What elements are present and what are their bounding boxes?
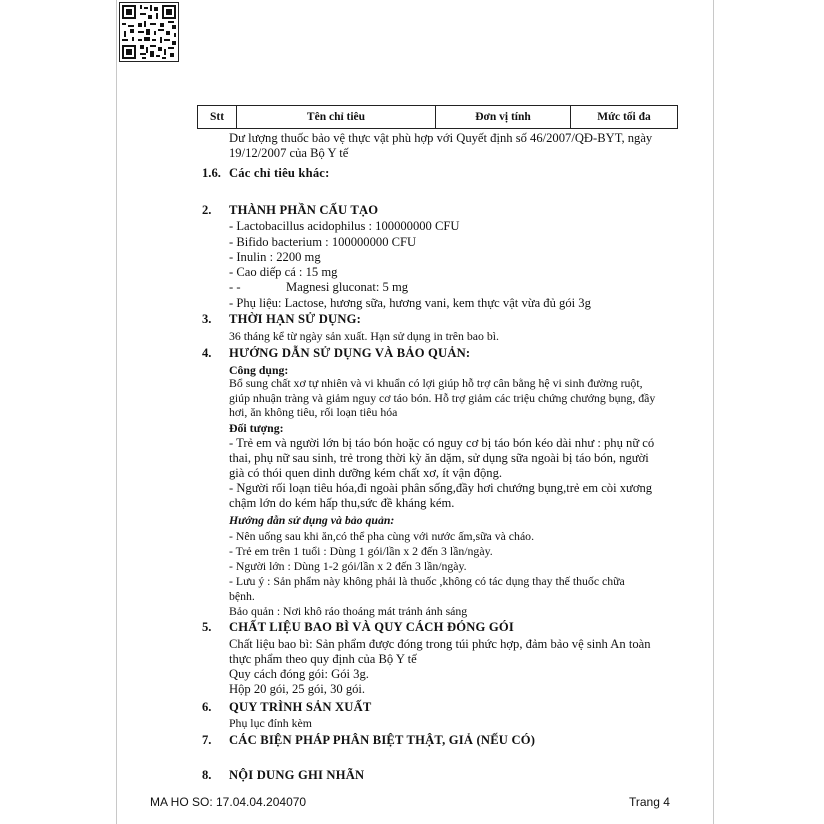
subsection-title: Hướng dẫn sử dụng và bảo quản: xyxy=(229,513,395,527)
col-header-name: Tên chỉ tiêu xyxy=(237,106,436,129)
target-line: - Trẻ em và người lớn bị táo bón hoặc có nguy cơ bị táo bón kéo dài như : phụ nữ có xyxy=(229,436,655,450)
qr-code xyxy=(119,2,179,62)
ingredient-item: Magnesi gluconat: 5 mg xyxy=(286,280,409,294)
section-title: NỘI DUNG GHI NHÃN xyxy=(229,768,365,782)
shelf-life-text: 36 tháng kể từ ngày sản xuất. Hạn sử dụng in trên bao bì. xyxy=(229,329,499,343)
packaging-line: Hộp 20 gói, 25 gói, 30 gói. xyxy=(229,682,366,696)
ingredient-item: - Inulin : 2200 mg xyxy=(229,250,321,264)
section-title: THÀNH PHẦN CẤU TẠO xyxy=(229,203,379,217)
process-text: Phụ lục đính kèm xyxy=(229,716,312,730)
usage-line: hơi, ăn không tiêu, rối loạn tiêu hóa xyxy=(229,405,398,419)
col-header-stt: Stt xyxy=(198,106,237,129)
packaging-line: Quy cách đóng gói: Gói 3g. xyxy=(229,667,369,681)
section-title: HƯỚNG DẪN SỬ DỤNG VÀ BẢO QUẢN: xyxy=(229,346,471,360)
target-line: thai, phụ nữ sau sinh, trẻ trong thời kỳ ăn dặm, sử dụng sữa ngoài bị táo bón, người xyxy=(229,451,649,465)
instruction-line: - Trẻ em trên 1 tuổi : Dùng 1 gói/lần x 2 đến 3 lần/ngày. xyxy=(229,544,493,558)
target-line: già có thói quen dinh dưỡng kém chất xơ, ít vận động. xyxy=(229,466,503,480)
col-header-unit: Đơn vị tính xyxy=(436,106,571,129)
ingredient-item: - Cao diếp cá : 15 mg xyxy=(229,265,338,279)
section-title: THỜI HẠN SỬ DỤNG: xyxy=(229,312,362,326)
section-title: CÁC BIỆN PHÁP PHÂN BIỆT THẬT, GIẢ (NẾU CÓ) xyxy=(229,733,536,747)
section-number: 5. xyxy=(202,620,212,634)
spec-table xyxy=(197,105,678,129)
packaging-line: Chất liệu bao bì: Sản phẩm được đóng trong túi phức hợp, đảm bảo vệ sinh An toàn xyxy=(229,637,651,651)
page-number: Trang 4 xyxy=(629,795,670,809)
document-code: MA HO SO: 17.04.04.204070 xyxy=(150,795,307,809)
section-number: 1.6. xyxy=(202,166,221,180)
section-number: 7. xyxy=(202,733,212,747)
instruction-line: - Người lớn : Dùng 1-2 gói/lần x 2 đến 3 lần/ngày. xyxy=(229,559,467,573)
intro-line: 19/12/2007 của Bộ Y tế xyxy=(229,146,349,160)
section-number: 4. xyxy=(202,346,212,360)
ingredient-item-dash: - - xyxy=(229,280,241,294)
subsection-title: Đối tượng: xyxy=(229,421,284,435)
col-header-max: Mức tối đa xyxy=(571,106,678,129)
storage-line: Bảo quản : Nơi khô ráo thoáng mát tránh ánh sáng xyxy=(229,604,468,618)
section-title: Các chỉ tiêu khác: xyxy=(229,166,330,180)
section-title: CHẤT LIỆU BAO BÌ VÀ QUY CÁCH ĐÓNG GÓI xyxy=(229,620,514,634)
usage-line: Bổ sung chất xơ tự nhiên và vi khuẩn có lợi giúp hỗ trợ cân bằng hệ vi sinh đường ruột, xyxy=(229,376,643,390)
section-title: QUY TRÌNH SẢN XUẤT xyxy=(229,700,372,714)
ingredient-item: - Lactobacillus acidophilus : 100000000 CFU xyxy=(229,219,460,233)
section-number: 6. xyxy=(202,700,212,714)
ingredient-item: - Bifido bacterium : 100000000 CFU xyxy=(229,235,417,249)
usage-line: giúp nhuận tràng và giảm nguy cơ táo bón. Hỗ trợ giảm các triệu chứng chướng bụng, đầy xyxy=(229,391,656,405)
subsection-title: Công dụng: xyxy=(229,363,289,377)
section-number: 8. xyxy=(202,768,212,782)
ingredient-item: - Phụ liệu: Lactose, hương sữa, hương vani, kem thực vật vừa đủ gói 3g xyxy=(229,296,591,310)
spec-table-header-row xyxy=(198,106,678,129)
packaging-line: thực phẩm theo quy định của Bộ Y tế xyxy=(229,652,417,666)
intro-line: Dư lượng thuốc bảo vệ thực vật phù hợp với Quyết định số 46/2007/QĐ-BYT, ngày xyxy=(229,131,653,145)
instruction-line: - Nên uống sau khi ăn,có thể pha cùng với nước ấm,sữa và cháo. xyxy=(229,529,535,543)
instruction-line: bệnh. xyxy=(229,589,255,603)
section-number: 2. xyxy=(202,203,212,217)
section-number: 3. xyxy=(202,312,212,326)
target-line: chậm lớn do kém hấp thu,sức đề kháng kém. xyxy=(229,496,455,510)
target-line: - Người rối loạn tiêu hóa,đi ngoài phân sống,đầy hơi chướng bụng,trẻ em còi xương xyxy=(229,481,653,495)
instruction-line: - Lưu ý : Sản phẩm này không phải là thuốc ,không có tác dụng thay thế thuốc chữa xyxy=(229,574,625,588)
